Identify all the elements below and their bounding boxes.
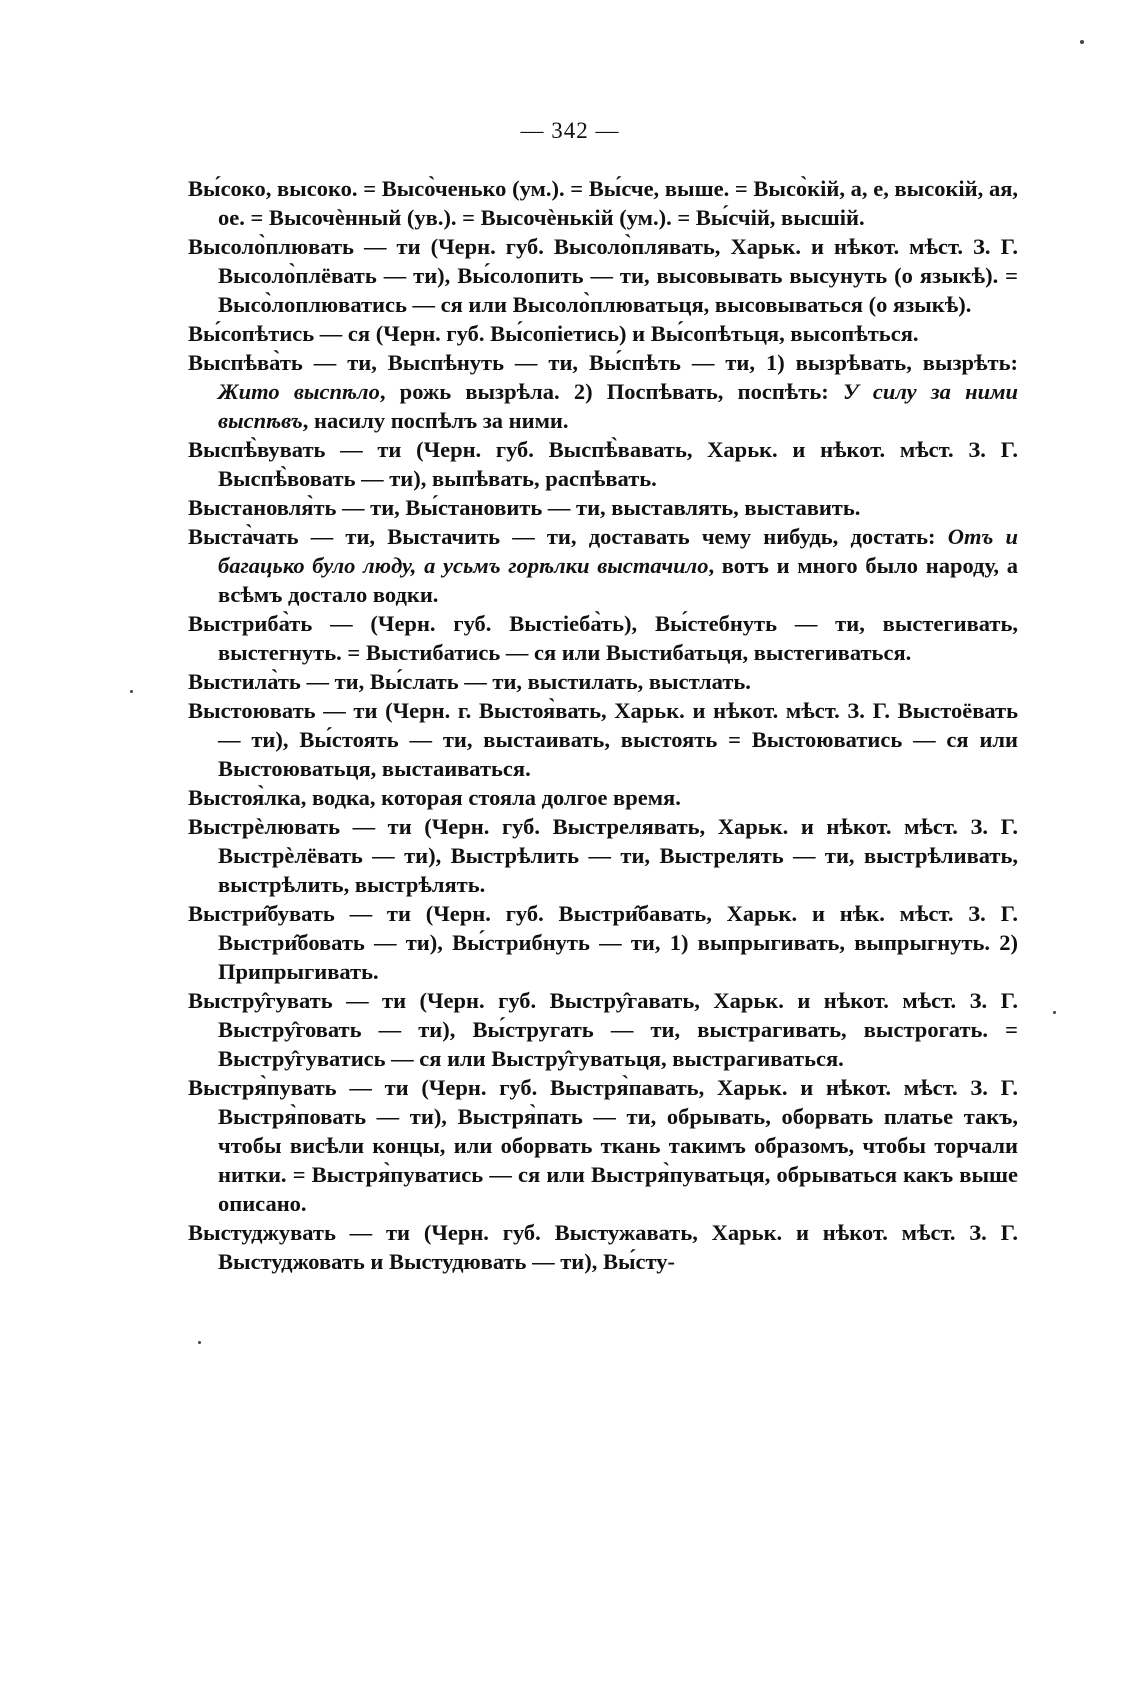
- dictionary-entry: [188, 493, 1018, 522]
- scan-speck: [1053, 1011, 1056, 1014]
- dictionary-entry: [188, 667, 1018, 696]
- dictionary-entry: [188, 812, 1018, 899]
- entry-text: Выстановля̀ть — ти, Вы́становить — ти, выставлять, выставить.: [188, 495, 861, 520]
- dictionary-entry: [188, 696, 1018, 783]
- entry-text: , насилу поспѣлъ за ними.: [302, 408, 569, 433]
- dictionary-entry: [188, 783, 1018, 812]
- entry-text: Вы́сопѣтись — ся (Черн. губ. Вы́сопіетись) и Вы́сопѣтьця, высопѣться.: [188, 321, 919, 346]
- dictionary-entry: [188, 609, 1018, 667]
- dictionary-entry: [188, 1073, 1018, 1218]
- entry-text: Выста̀чать — ти, Выстачить — ти, доставать чему нибудь, достать:: [188, 524, 948, 549]
- entry-text: Выстриба̀ть — (Черн. губ. Выстіеба̀ть), Вы́стебнуть — ти, выстегивать, выстегнуть. = Выстибатись — ся или Выстибатьця, выстегиваться.: [188, 611, 1018, 665]
- dictionary-entry: [188, 986, 1018, 1073]
- dictionary-entry: [188, 522, 1018, 609]
- scan-speck: [1080, 40, 1084, 44]
- scan-speck: [198, 1341, 201, 1344]
- entry-text: Выстила̀ть — ти, Вы́слать — ти, выстилать, выстлать.: [188, 669, 751, 694]
- entry-text: Выстуджувать — ти (Черн. губ. Выстужавать, Харьк. и нѣкот. мѣст. З. Г. Выстуджовать и Выстудювать — ти), Вы́сту-: [188, 1220, 1018, 1274]
- entry-text: Выстоювать — ти (Черн. г. Выстоя̀вать, Харьк. и нѣкот. мѣст. З. Г. Выстоёвать — ти), Вы́стоять — ти, выстаивать, выстоять = Выстоюватись — ся или Выстоюватьця, выстаиваться.: [188, 698, 1018, 781]
- entry-text: Выстри̂бувать — ти (Черн. губ. Выстри̂бавать, Харьк. и нѣк. мѣст. З. Г. Выстри̂бовать — ти), Вы́стрибнуть — ти, 1) выпрыгивать, выпрыгнуть. 2) Припрыгивать.: [188, 901, 1018, 984]
- dictionary-entry: [188, 435, 1018, 493]
- page-number: — 342 —: [520, 118, 620, 143]
- entry-text: Выспѣва̀ть — ти, Выспѣнуть — ти, Вы́спѣть — ти, 1) вызрѣвать, вызрѣть:: [188, 350, 1018, 375]
- entry-example: Жито выспѣло: [218, 379, 380, 404]
- entry-text: Выспѣ̀вувать — ти (Черн. губ. Выспѣ̀вавать, Харьк. и нѣкот. мѣст. З. Г. Выспѣ̀вовать — ти), выпѣвать, распѣвать.: [188, 437, 1018, 491]
- entry-example: У силу за ними выспѣвъ: [218, 379, 1019, 433]
- entry-text: , вотъ и много было народу, а всѣмъ достало водки.: [218, 553, 1018, 607]
- scan-speck: [130, 690, 133, 693]
- dictionary-entry: [188, 348, 1018, 435]
- entry-text: Выстрѐлювать — ти (Черн. губ. Выстрелявать, Харьк. и нѣкот. мѣст. З. Г. Выстрѐлёвать — ти), Выстрѣлить — ти, Выстрелять — ти, выстрѣливать, выстрѣлить, выстрѣлять.: [188, 814, 1018, 897]
- dictionary-entry: [188, 1218, 1018, 1276]
- entry-text: Выстоя̀лка, водка, которая стояла долгое время.: [188, 785, 681, 810]
- dictionary-entry: [188, 174, 1018, 232]
- entry-text: Вы́соко, высоко. = Высо̀ченько (ум.). = Вы́сче, выше. = Высо̀кій, а, е, высокій, ая, ое. = Высочѐнный (ув.). = Высочѐнькій (ум.). = Вы́счій, высшій.: [188, 176, 1018, 230]
- entry-example: Отъ и багацько було люду, а усьмъ горѣлки выстачило: [218, 524, 1018, 578]
- entry-text: Выстру̂гувать — ти (Черн. губ. Выстру̂гавать, Харьк. и нѣкот. мѣст. З. Г. Выстру̂говать — ти), Вы́стругать — ти, выстрагивать, выстрогать. = Выстру̂гуватись — ся или Выстру̂гуватьця, выстрагиваться.: [188, 988, 1018, 1071]
- entry-text: Высоло̀плювать — ти (Черн. губ. Высоло̀плявать, Харьк. и нѣкот. мѣст. З. Г. Высоло̀плёвать — ти), Вы́солопить — ти, высовывать высунуть (о языкѣ). = Высо̀лоплюватись — ся или Высоло̀плюватьця, высовываться (о языкѣ).: [188, 234, 1018, 317]
- dictionary-entry: [188, 899, 1018, 986]
- dictionary-entry: [188, 232, 1018, 319]
- entry-text: Выстря̀пувать — ти (Черн. губ. Выстря̀павать, Харьк. и нѣкот. мѣст. З. Г. Выстря̀повать — ти), Выстря̀пать — ти, обрывать, оборвать платье такъ, чтобы висѣли концы, или оборвать ткань такимъ образомъ, чтобы торчали нитки. = Выстря̀пуватись — ся или Выстря̀пуватьця, обрываться какъ выше описано.: [188, 1075, 1018, 1216]
- dictionary-entry: [188, 319, 1018, 348]
- entry-text: , рожь вызрѣла. 2) Поспѣвать, поспѣть:: [379, 379, 843, 404]
- dictionary-entries: [188, 174, 1018, 1276]
